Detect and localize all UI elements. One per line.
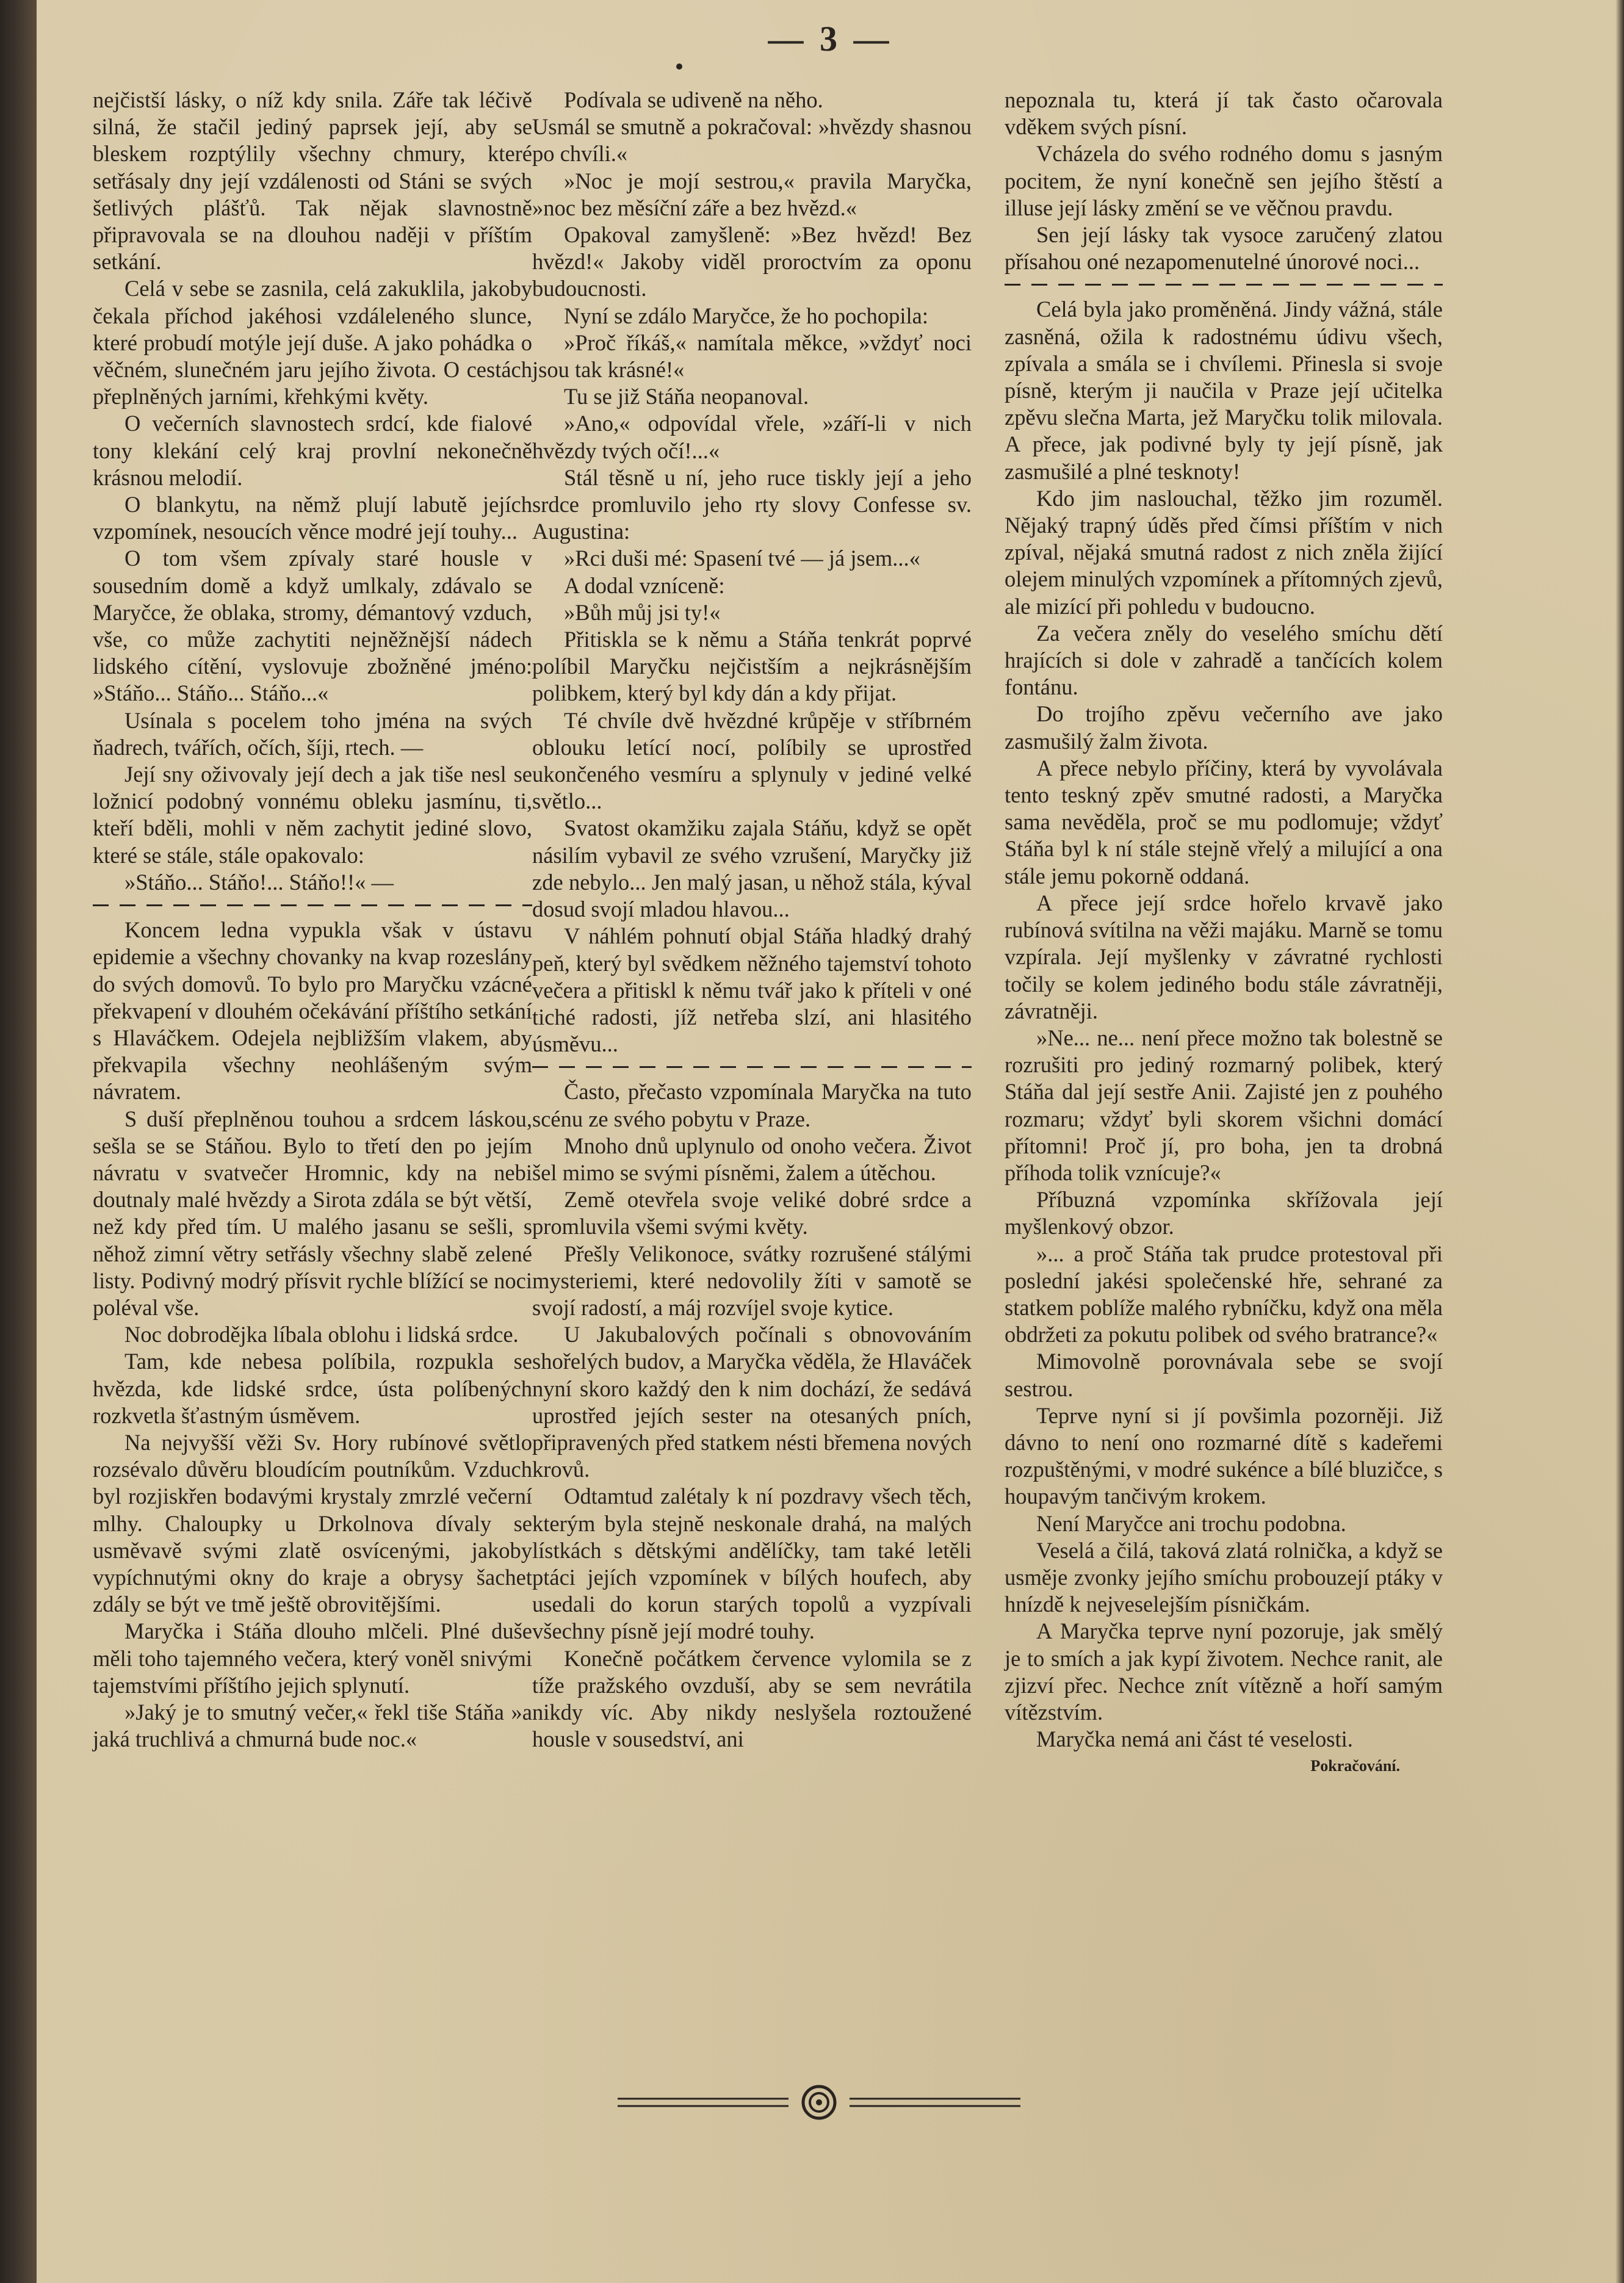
paragraph: Nyní se zdálo Maryčce, že ho pochopila: bbox=[564, 303, 928, 328]
paragraph: Maryčka i Stáňa dlouho mlčeli. Plné duše měli toho tajemného večera, který voněl snivými tajemstvími příštího jejich splynutí. bbox=[93, 1618, 532, 1698]
book-spine-shadow bbox=[0, 0, 37, 2283]
paragraph: Stál těsně u ní, jeho ruce tiskly její a jeho srdce promluvilo jeho rty slovy Confesse sv. Augustina: bbox=[532, 464, 972, 544]
paragraph: A Maryčka teprve nyní pozoruje, jak smělý je to smích a jak kypí životem. Nechce ranit, ale zjizví přec. Nechce znít vítězně a hoří samým vítězstvím. bbox=[1005, 1618, 1443, 1725]
ink-dot bbox=[676, 63, 682, 70]
paragraph: »Bůh můj jsi ty!« bbox=[564, 599, 721, 625]
text-column-right bbox=[1005, 87, 1443, 1780]
paragraph: V náhlém pohnutí objal Stáňa hladký drahý peň, který byl svědkem něžného tajemství tohoto večera a přitiskl k němu tvář jako k příteli v oné tiché radosti, jíž netřeba slzí, ani hlasitého úsměvu... bbox=[532, 923, 972, 1057]
paragraph: Svatost okamžiku zajala Stáňu, když se opět násilím vybavil ze svého vzrušení, Maryčky již zde nebylo... Jen malý jasan, u něhož stála, kýval dosud svojí mladou hlavou... bbox=[532, 815, 972, 922]
paragraph: Na nejvyšší věži Sv. Hory rubínové světlo rozsévalo důvěru bloudícím poutníkům. Vzduch byl rozjiskřen bodavými krystaly zmrzlé večerní mlhy. Chaloupky u Drkolnova dívaly se usměvavě svými zlatě osvícenými, jakoby vypíchnutými okny do kraje a obrysy šachet zdály se být ve tmě ještě obrovitějšími. bbox=[93, 1429, 532, 1617]
paragraph: Teprve nyní si jí povšimla pozorněji. Již dávno to není ono rozmarné dítě s kadeřemi rozpuštěnými, v modré sukénce a bílé bluzičce, s houpavým tančivým krokem. bbox=[1005, 1402, 1443, 1509]
document-page bbox=[37, 0, 1624, 2283]
paragraph: A přece nebylo příčiny, která by vyvolávala tento teskný zpěv smutné radosti, a Maryčka sama nevěděla, proč se mu podlomuje; vždyť Stáňa byl k ní stále stejně vřelý a milující a ona stále jemu pokorně oddaná. bbox=[1005, 755, 1443, 889]
section-divider-dashes bbox=[93, 898, 532, 911]
paragraph: Celá v sebe se zasnila, celá zakuklila, jakoby čekala příchod jakéhosi vzdáleleného slunce, které probudí motýle její duše. A jako pohádka o věčném, slunečném jaru jejího života. O cestách přeplněných jarními, křehkými květy. bbox=[93, 276, 532, 409]
paragraph: Konečně počátkem července vylomila se z tíže pražského ovzduší, aby se sem nevrátila nikdy víc. Aby nikdy neslyšela roztoužené housle v sousedství, ani bbox=[532, 1645, 972, 1752]
paragraph: »Proč říkáš,« namítala měkce, »vždyť noci jsou tak krásné!« bbox=[532, 330, 972, 383]
paragraph: Usmál se smutně a pokračoval: »hvězdy shasnou po chvíli.« bbox=[532, 114, 972, 167]
paragraph: Přešly Velikonoce, svátky rozrušené stálými mysteriemi, které nedovolily žíti v samotě se svojí radostí, a máj rozvíjel svoje kytice. bbox=[532, 1241, 972, 1320]
continued-note: Pokračování. bbox=[1310, 1757, 1400, 1775]
paragraph: »... a proč Stáňa tak prudce protestoval při poslední jakési společenské hře, sehrané za statkem poblíže malého rybníčku, když ona měla obdržeti za pokutu polibek od svého bratrance?« bbox=[1005, 1241, 1443, 1347]
paragraph: Její sny oživovaly její dech a jak tiše nesl se ložnicí podobný vonnému obleku jasmínu, ti, kteří bděli, mohli v něm zachytit jediné slovo, které se stále, stále opakovalo: bbox=[93, 762, 532, 868]
paragraph: O blankytu, na němž plují labutě jejích vzpomínek, nesoucích věnce modré její touhy... bbox=[93, 492, 532, 544]
paragraph: Opakoval zamyšleně: »Bez hvězd! Bez hvězd!« Jakoby viděl proroctvím za oponu budoucnosti. bbox=[532, 222, 972, 301]
section-divider-dashes bbox=[1005, 278, 1443, 290]
paragraph: »Noc je mojí sestrou,« pravila Maryčka, »noc bez měsíční záře a bez hvězd.« bbox=[532, 168, 972, 220]
paragraph: »Rci duši mé: Spasení tvé — já jsem...« bbox=[564, 546, 920, 571]
paragraph: nejčistší lásky, o níž kdy snila. Záře tak léčivě silná, že stačil jediný paprsek její, aby se bleskem rozptýlily všechny chmury, které setřásaly dny její vzdálenosti od Stáni se svých šetlivých plášťů. Tak nějak slavnostně připravovala se na dlouhou naději v příštím setkání. bbox=[93, 87, 532, 275]
paragraph: Kdo jim naslouchal, těžko jim rozuměl. Nějaký trapný úděs před čímsi příštím v nich zpíval, nějaká smutná radost z nich zněla žijící olejem minulých vzpomínek a přítomných zjevů, ale mizící při pohledu v budoucno. bbox=[1005, 485, 1443, 619]
paragraph: Veselá a čilá, taková zlatá rolnička, a když se usměje zvonky jejího smíchu probouzejí ptáky v hnízdě k nejveselejším písničkám. bbox=[1005, 1537, 1443, 1617]
paragraph: »Stáňo... Stáňo!... Stáňo!!« — bbox=[125, 869, 394, 895]
paragraph: Příbuzná vzpomínka skřížovala její myšlenkový obzor. bbox=[1005, 1187, 1443, 1239]
paragraph: Usínala s pocelem toho jména na svých ňadrech, tvářích, očích, šíji, rtech. — bbox=[93, 707, 532, 760]
paragraph: Země otevřela svoje veliké dobré srdce a promluvila všemi svými květy. bbox=[532, 1187, 972, 1239]
paragraph: U Jakubalových počínali s obnovováním shořelých budov, a Maryčka věděla, že Hlaváček nyní skoro každý den k nim dochází, že sedává uprostřed jejích sester na otesaných pních, připravených před statkem nésti břemena nových krovů. bbox=[532, 1322, 972, 1482]
paragraph: Za večera zněly do veselého smíchu dětí hrajících si dole v zahradě a tančících kolem fontánu. bbox=[1005, 620, 1443, 700]
paragraph: Noc dobrodějka líbala oblohu i lidská srdce. bbox=[125, 1322, 519, 1347]
paragraph: nepoznala tu, která jí tak často očarovala vděkem svých písní. bbox=[1005, 87, 1443, 140]
section-divider-dashes bbox=[532, 1060, 972, 1072]
paragraph: Sen její lásky tak vysoce zaručený zlatou přísahou oné nezapomenutelné únorové noci... bbox=[1005, 222, 1443, 275]
paragraph: Maryčka nemá ani část té veselosti. bbox=[1036, 1726, 1353, 1752]
paragraph: Mimovolně porovnávala sebe se svojí sestrou. bbox=[1005, 1349, 1443, 1401]
paragraph: Podívala se udiveně na něho. bbox=[564, 87, 823, 112]
paragraph: Vcházela do svého rodného domu s jasným pocitem, že nyní konečně sen jejího štěstí a illuse její lásky změní se ve věčnou pravdu. bbox=[1005, 141, 1443, 220]
page-edge-shadow bbox=[1615, 0, 1624, 2283]
page-number: — 3 — bbox=[768, 19, 893, 59]
paragraph: Tu se již Stáňa neopanoval. bbox=[564, 384, 809, 409]
paragraph: »Ano,« odpovídal vřele, »září-li v nich hvězdy tvých očí!...« bbox=[532, 411, 972, 463]
paragraph: Často, přečasto vzpomínala Maryčka na tuto scénu ze svého pobytu v Praze. bbox=[532, 1079, 972, 1131]
paragraph: S duší přeplněnou touhou a srdcem láskou, sešla se se Stáňou. Bylo to třetí den po jejím návratu v svatvečer Hromnic, kdy na nebi doutnaly malé hvězdy a Sirota zdála se být větší, než kdy před tím. U malého jasanu se sešli, s něhož zimní větry setřásly všechny slabě zelené listy. Podivný modrý přísvit rychle blížící se noci poléval vše. bbox=[93, 1106, 532, 1320]
paragraph: »Jaký je to smutný večer,« řekl tiše Stáňa »a jaká truchlivá a chmurná bude noc.« bbox=[93, 1699, 532, 1752]
paragraph: A dodal vzníceně: bbox=[564, 572, 725, 598]
paragraph: Celá byla jako proměněná. Jindy vážná, stále zasněná, ožila k radostnému údivu všech, zpívala a smála se i chvílemi. Přinesla si svoje písně, kterým ji naučila v Praze její učitelka zpěvu slečna Marta, jež Maryčku tolik milovala. A přece, jak podivné byly ty její písně, jak zasmušilé a plné tesknoty! bbox=[1005, 297, 1443, 484]
paragraph: Té chvíle dvě hvězdné krůpěje v stříbrném oblouku letící nocí, políbily se uprostřed ukončeného vesmíru a splynuly v jediné velké světlo... bbox=[532, 707, 972, 814]
paragraph: Není Maryčce ani trochu podobna. bbox=[1036, 1510, 1346, 1536]
paragraph: Přitiskla se k němu a Stáňa tenkrát poprvé políbil Maryčku nejčistším a nejkrásnějším polibkem, který byl kdy dán a kdy přijat. bbox=[532, 627, 972, 706]
paragraph: Mnoho dnů uplynulo od onoho večera. Život šel mimo se svými písněmi, žalem a útěchou. bbox=[532, 1133, 972, 1185]
paragraph: O večerních slavnostech srdcí, kde fialové tony klekání celý kraj provlní nekonečně krásnou melodií. bbox=[93, 411, 532, 490]
paragraph: »Ne... ne... není přece možno tak bolestně se rozrušiti pro jediný rozmarný polibek, který Stáňa dal její sestře Anii. Zajisté jen z pouhého rozmaru; vždyť byli skorem všichni domácí přítomni! Proč jí, pro boha, jen ta drobná příhoda tolik vznícuje?« bbox=[1005, 1025, 1443, 1185]
paragraph: O tom všem zpívaly staré housle v sousedním domě a když umlkaly, zdávalo se Maryčce, že oblaka, stromy, démantový vzduch, vše, co může zachytiti nejněžnější nádech lidského cítění, vyslovuje zbožněné jméno: »Stáňo... Stáňo... Stáňo...« bbox=[93, 546, 532, 706]
paragraph: Tam, kde nebesa políbila, rozpukla se hvězda, kde lidské srdce, ústa políbených rozkvetla šťastným úsměvem. bbox=[93, 1349, 532, 1428]
text-column-middle bbox=[532, 87, 972, 1753]
paragraph: Odtamtud zalétaly k ní pozdravy všech těch, kterým byla stejně neskonale drahá, na malých lístkách s dětskými andělíčky, tam také letěli ptáci jejích vzpomínek v bílých houfech, aby usedali do korun starých topolů a vyzpívali všechny písně její modré touhy. bbox=[532, 1484, 972, 1644]
paragraph: Koncem ledna vypukla však v ústavu epidemie a všechny chovanky na kvap rozeslány do svých domovů. To bylo pro Maryčku vzácné překvapení v dlouhém očekávání příštího setkání s Hlaváčkem. Odejela nejbližším vlakem, aby překvapila všechny neohlášeným svým návratem. bbox=[93, 917, 532, 1105]
paragraph: Do trojího zpěvu večerního ave jako zasmušilý žalm života. bbox=[1005, 701, 1443, 754]
ornament-divider-icon bbox=[618, 2081, 1020, 2124]
text-column-left bbox=[93, 87, 532, 1753]
paragraph: A přece její srdce hořelo krvavě jako rubínová svítilna na věži majáku. Marně se tomu vzpírala. Její myšlenky v závratné rychlosti točily se kolem jediného bodu stále závratněji, závratněji. bbox=[1005, 890, 1443, 1023]
